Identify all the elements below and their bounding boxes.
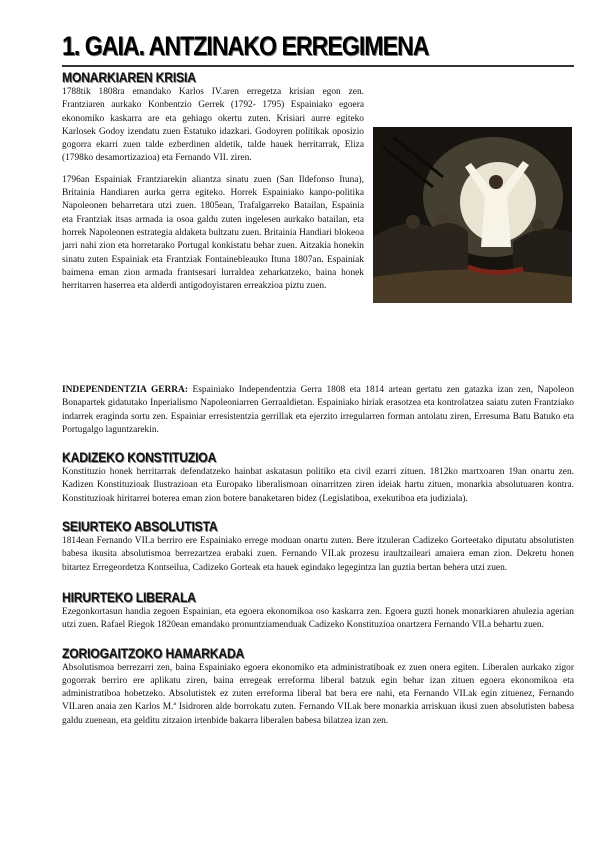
paragraph: 1788tik 1808ra emandako Karlos IV.aren erregetza krisian egon zen. Frantziaren aurkako Konbentzio Gerrek (1792- 1795) Espainiako egoera ekonomiko kaskarra are eta gehiago okertu zuten. Krisiari aurre egiteko Karlosek Godoy izendatu zuen Estatuko idazkari. Godoyren politikak oposizio gogorra ekarri zuen talde ezberdinen aldetik, talde hauek herritarrak, Eliza (1798ko desamortizazioa) eta Fernando VII. ziren.: [62, 87, 364, 164]
section-seiurteko-absolutista: [62, 518, 574, 575]
inline-label: INDEPENDENTZIA GERRA:: [62, 385, 188, 395]
inline-text: Espainiako Independentzia Gerra 1808 eta 1814 artean gertatu zen gatazka izan zen, Napoleon Bonapartek gidatutako Inperialismo Napoleoniarren Gerraaldietan. Espainiako hiriak erasotzea eta kontrolatzea saiatu zuten Frantziako indarrek eraginda sortu zen. Espainiar erresistentzia gerrillak eta ejerzito irregularren forman antolatu ziren, Erresuma Batu Batuko eta Portugalgo laguntzarekin.: [62, 385, 575, 435]
section-heading: ZORIOGAITZOKO HAMARKADA: [62, 645, 245, 661]
section-heading: MONARKIAREN KRISIA: [62, 70, 196, 85]
page-title: 1. GAIA. ANTZINAKO ERREGIMENA: [62, 31, 429, 61]
paragraph: Konstituzio honek herritarrak defendatzeko hainbat askatasun politiko eta civil ezarri zituen. 1812ko martxoaren 19an onartu zen. Kadizen Konstituzioak Ilustrazioan eta Europako liberalismoan oinarritzen ziren ideiak hartu zituen, monarkia absolutuaren kontra. Konstituzioak hiritarrei boterea eman zion botere banaketaren bidez (Legislatiboa, exekutiboa eta judiziala).: [62, 467, 574, 504]
paragraph: 1796an Espainiak Frantziarekin aliantza sinatu zuen (San Ildefonso Ituna), Britainia Handiaren aurka gerra egiteko. Horrek Espainiako kanpo-politika Napoleonen beharretara utzi zuen. 1805ean, Trafalgarreko Batailan, Espainia eta Frantziak itsas armada ia osoa galdu zuten ingelesen aurkako batailan, eta horrek Napoleonen estrategia aldaketa bultzatu zuen. Britainia Handiari blokeoa jarri nahi zion eta horretarako Portugal konkistatu behar zuen. Aitzakia honekin sinatu zuten Espainiak eta Frantziak Fontainebleauko Ituna 1807an. Espainiak baimena eman zion armada frantsesari lurraldea zeharkatzeko, baina honek herritarren haserrea eta alderdi antigodoyistaren erreakzioa piztu zuen.: [62, 174, 364, 292]
section-monarkiaren-krisia: [62, 69, 574, 369]
painting-illustration: [373, 127, 572, 303]
section-heading: SEIURTEKO ABSOLUTISTA: [62, 519, 218, 535]
section-heading: KADIZEKO KONSTITUZIOA: [62, 450, 217, 466]
paragraph: 1814ean Fernando VII.a berriro ere Espainiako errege moduan onartu zuten. Bere itzuleran Cadizeko Gorteetako diputatu absolutisten babesa ikusita absolutismoa berrezartzea erabaki zuen. Fernando VII.ak prozesu iraultzaileari amaiera eman zion. Dekretu honen bitartez Erregeordetza Kontseilua, Cadizeko Gorteak eta hauek egindako legegintza lan guztia bertan behera utzi zuen.: [62, 536, 574, 573]
paragraph-independentzia-gerra: [62, 384, 574, 437]
painting-third-of-may-icon: [373, 127, 572, 303]
section-kadizeko-konstituzioa: [62, 449, 574, 506]
section-zoriogaitzoko-hamarkada: [62, 645, 574, 728]
document-page: [62, 30, 574, 728]
title-divider: [62, 65, 574, 67]
paragraph: Absolutismoa berrezarri zen, baina Espainiako egoera ekonomiko eta administratiboak ez zuen onera egiten. Liberalen aurkako zigor gogorrak berriro ere aplikatu ziren, baina erregeak erreforma liberal batzuk egin behar izan zituen egoera ekonomikoa eta administratiboa hobetzeko. Absolutistek ez zuten erreforma liberal bat bera ere nahi, eta Fernando VII.ak egin zituenez, Fernando VII.aren anaia zen Karlos M.ª Isidroren alde borrokatu zuten. Fernando VII.ak bere monarkia arriskuan ikusi zuen absolutisten babesa galdu zuenean, eta gelditu zitzaion irtenbide bakarra liberalen babesa bilatzea izan zen.: [62, 662, 574, 726]
paragraph: Ezegonkortasun handia zegoen Espainian, eta egoera ekonomikoa oso kaskarra zen. Egoera guzti honek monarkiaren ahulezia agerian utzi zuen. Rafael Riegok 1820ean emandako pronuntziamenduak Cadizeko Konstituzioa onartzera Fernando VII.a behartu zuen.: [62, 606, 574, 631]
section-hirurteko-liberala: [62, 589, 574, 633]
section-heading: HIRURTEKO LIBERALA: [62, 589, 196, 605]
